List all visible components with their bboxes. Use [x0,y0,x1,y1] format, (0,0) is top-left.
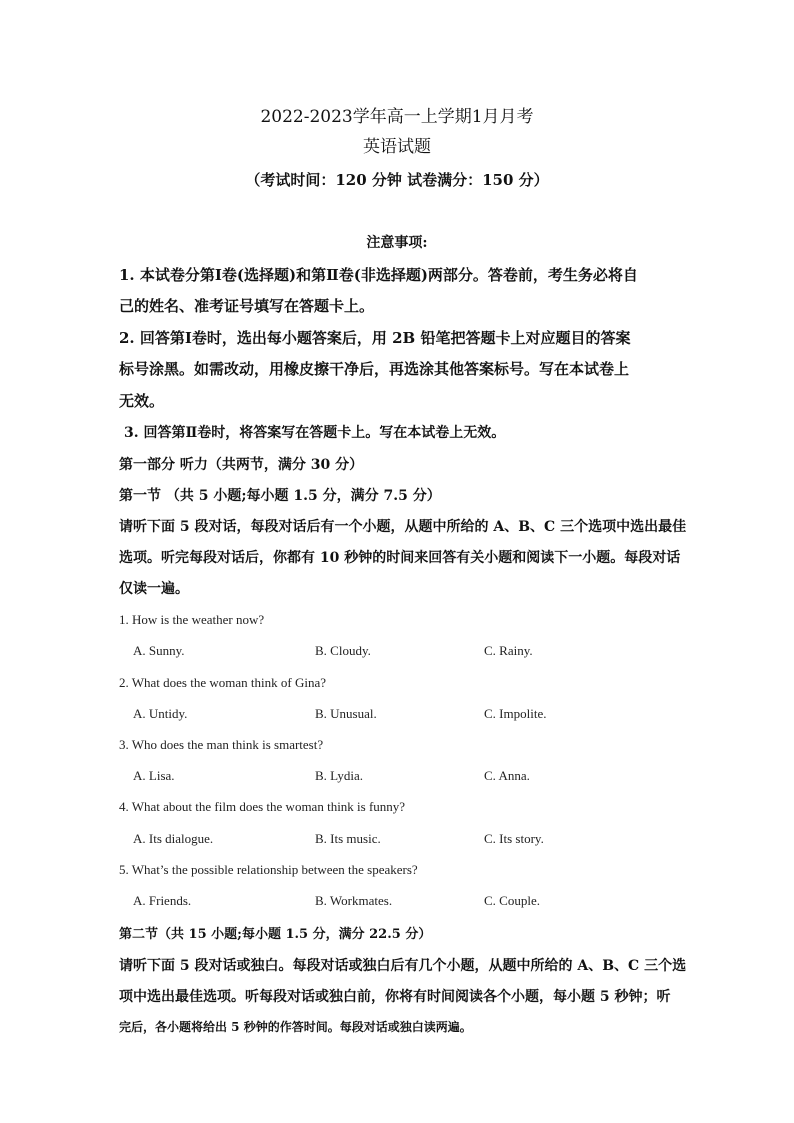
question-2-option-c: C. Impolite. [484,706,547,721]
section1-instruction-line-3: 仅读一遍。 [119,581,189,597]
section2-instruction-line-2: 项中选出最佳选项。听每段对话或独白前，你将有时间阅读各个小题，每小题 5 秒钟；听 [119,989,671,1005]
question-3-option-c: C. Anna. [484,768,530,783]
question-4-option-c: C. Its story. [484,831,544,846]
question-3-option-b: B. Lydia. [315,768,364,783]
section1-instruction-line-2: 选项。听完每段对话后，你都有 10 秒钟的时间来回答有关小题和阅读下一小题。每段对话 [119,550,681,566]
part1-heading: 第一部分 听力（共两节，满分 30 分） [119,457,364,473]
exam-info: （考试时间：120 分钟 试卷满分：150 分） [245,171,549,189]
question-2-stem: 2. What does the woman think of Gina? [119,675,326,690]
section2-instruction-line-3: 完后，各小题将给出 5 秒钟的作答时间。每段对话或独白读两遍。 [119,1020,472,1034]
question-2-option-a: A. Untidy. [133,706,188,721]
notice-item-2-line-3: 无效。 [119,392,165,410]
question-3-option-a: A. Lisa. [133,768,175,783]
question-5-stem: 5. What’s the possible relationship between the speakers? [119,862,418,877]
question-5-option-c: C. Couple. [484,893,540,908]
exam-subtitle: 英语试题 [363,137,431,157]
section1-heading: 第一节 （共 5 小题;每小题 1.5 分，满分 7.5 分） [119,488,441,504]
notice-item-2-line-2: 标号涂黑。如需改动，用橡皮擦干净后，再选涂其他答案标号。写在本试卷上 [119,360,630,378]
notice-item-1-line-2: 己的姓名、准考证号填写在答题卡上。 [119,297,375,315]
notice-item-3: 3. 回答第Ⅱ卷时，将答案写在答题卡上。写在本试卷上无效。 [124,425,506,441]
question-4-stem: 4. What about the film does the woman think is funny? [119,799,406,814]
question-2-option-b: B. Unusual. [315,706,377,721]
question-5-option-b: B. Workmates. [315,893,393,908]
question-1-option-a: A. Sunny. [133,643,185,658]
question-5-option-a: A. Friends. [133,893,192,908]
section2-heading: 第二节（共 15 小题;每小题 1.5 分，满分 22.5 分） [119,927,432,942]
notice-item-2-line-1: 2. 回答第Ⅰ卷时，选出每小题答案后，用 2B 铅笔把答题卡上对应题目的答案 [119,329,631,347]
section2-instruction-line-1: 请听下面 5 段对话或独白。每段对话或独白后有几个小题，从题中所给的 A、B、C 三个选 [119,958,687,974]
section1-instruction-line-1: 请听下面 5 段对话，每段对话后有一个小题，从题中所给的 A、B、C 三个选项中选出最佳 [119,519,687,535]
question-3-stem: 3. Who does the man think is smartest? [119,737,324,752]
question-4-option-a: A. Its dialogue. [133,831,214,846]
question-1-option-b: B. Cloudy. [315,643,371,658]
notice-item-1-line-1: 1. 本试卷分第Ⅰ卷(选择题)和第Ⅱ卷(非选择题)两部分。答卷前，考生务必将自 [119,266,638,284]
question-1-stem: 1. How is the weather now? [119,612,265,627]
exam-title: 2022-2023学年高一上学期1月月考 [260,107,534,127]
question-4-option-b: B. Its music. [315,831,381,846]
notice-heading: 注意事项: [366,235,428,251]
question-1-option-c: C. Rainy. [484,643,533,658]
